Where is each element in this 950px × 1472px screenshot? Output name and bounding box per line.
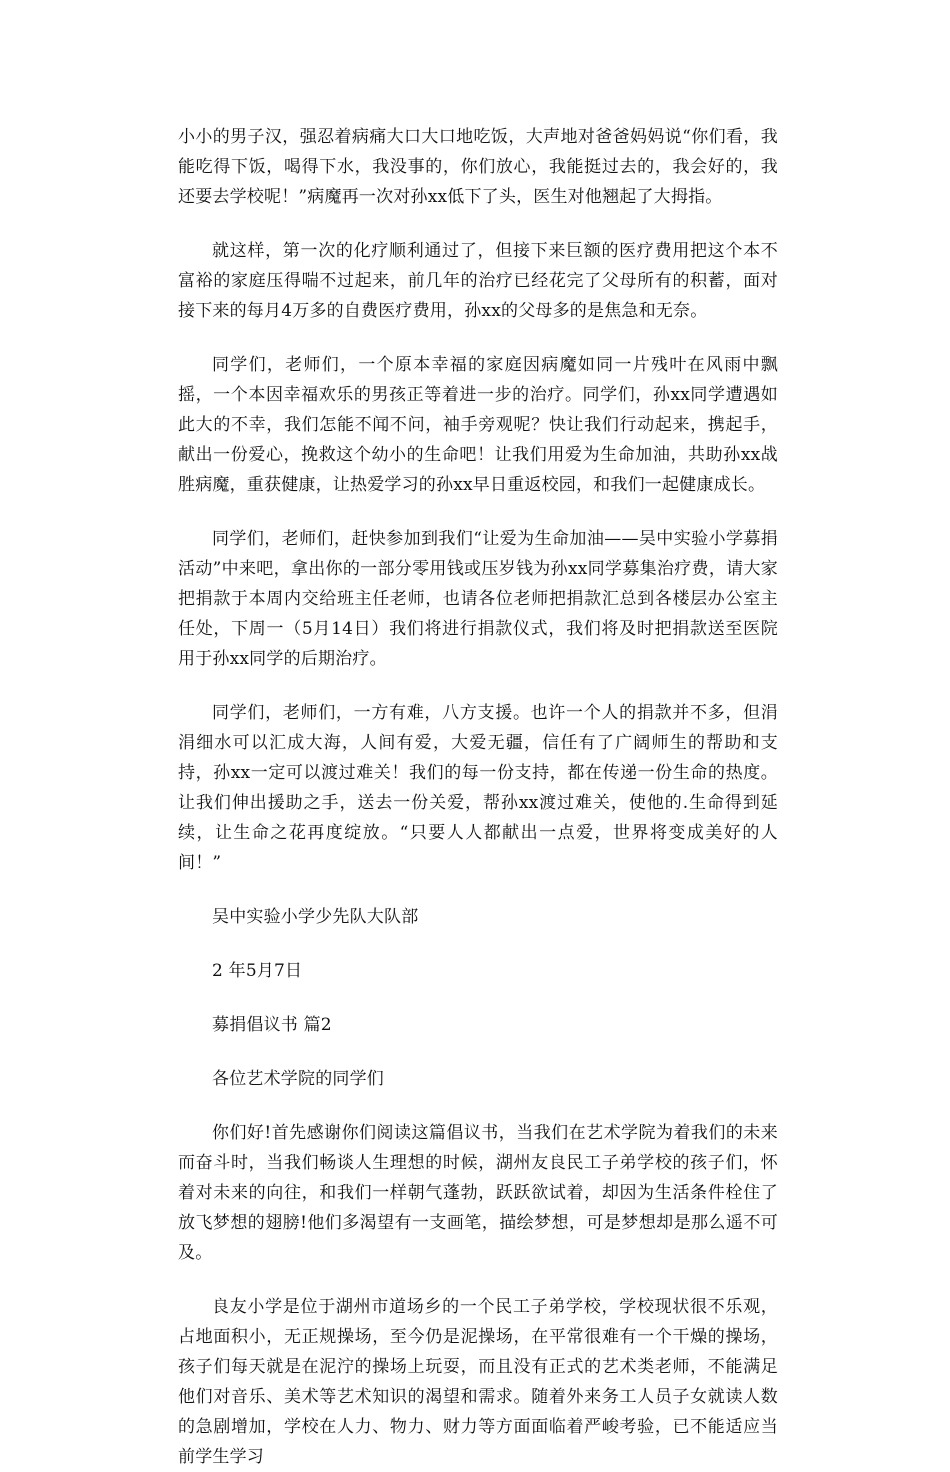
paragraph-7: 良友小学是位于湖州市道场乡的一个民工子弟学校，学校现状很不乐观，占地面积小，无正规操场，至今仍是泥操场，在平常很难有一个干燥的操场，孩子们每天就是在泥泞的操场上玩耍，而且没有正式的艺术类老师，不能满足他们对音乐、美术等艺术知识的渴望和需求。随着外来务工人员子女就读人数的急剧增加，学校在人力、物力、财力等方面面临着严峻考验，已不能适应当前学生学习 [178,1297,778,1467]
paragraph-gap [178,986,778,1010]
section-heading: 募捐倡议书 篇2 [212,1015,332,1035]
paragraph-gap [178,326,778,350]
paragraph-gap [178,500,778,524]
paragraph-5: 同学们，老师们，一方有难，八方支援。也许一个人的捐款并不多，但涓涓细水可以汇成大海，人间有爱，大爱无疆，信任有了广阔师生的帮助和支持，孙xx一定可以渡过难关！我们的每一份支持，都在传递一份生命的热度。让我们伸出援助之手，送去一份关爱，帮孙xx渡过难关，使他的.生命得到延续，让生命之花再度绽放。“只要人人都献出一点爱，世界将变成美好的人间！” [178,703,778,873]
paragraph-1: 小小的男子汉，强忍着病痛大口大口地吃饭，大声地对爸爸妈妈说“你们看，我能吃得下饭，喝得下水，我没事的，你们放心，我能挺过去的，我会好的，我还要去学校呢！”病魔再一次对孙xx低下了头，医生对他翘起了大拇指。 [178,127,778,207]
paragraph-gap [178,878,778,902]
signature-organization: 吴中实验小学少先队大队部 [212,907,419,927]
paragraph-3: 同学们，老师们，一个原本幸福的家庭因病魔如同一片残叶在风雨中飘摇，一个本因幸福欢乐的男孩正等着进一步的治疗。同学们，孙xx同学遭遇如此大的不幸，我们怎能不闻不问，袖手旁观呢？快让我们行动起来，携起手，献出一份爱心，挽救这个幼小的生命吧！让我们用爱为生命加油，共助孙xx战胜病魔，重获健康，让热爱学习的孙xx早日重返校园，和我们一起健康成长。 [178,355,778,495]
paragraph-gap [178,1094,778,1118]
paragraph-4: 同学们，老师们，赶快参加到我们“让爱为生命加油——吴中实验小学募捐活动”中来吧，拿出你的一部分零用钱或压岁钱为孙xx同学募集治疗费，请大家把捐款于本周内交给班主任老师，也请各位老师把捐款汇总到各楼层办公室主任处，下周一（5月14日）我们将进行捐款仪式，我们将及时把捐款送至医院用于孙xx同学的后期治疗。 [178,529,778,669]
paragraph-gap [178,1268,778,1292]
paragraph-6: 你们好!首先感谢你们阅读这篇倡议书，当我们在艺术学院为着我们的未来而奋斗时，当我们畅谈人生理想的时候，湖州友良民工子弟学校的孩子们，怀着对未来的向往，和我们一样朝气蓬勃，跃跃欲试着，却因为生活条件栓住了放飞梦想的翅膀!他们多渴望有一支画笔，描绘梦想，可是梦想却是那么遥不可及。 [178,1123,778,1263]
paragraph-gap [178,212,778,236]
signature-date: 2 年5月7日 [212,961,303,981]
document-body [178,122,778,1472]
paragraph-gap [178,932,778,956]
salutation: 各位艺术学院的同学们 [212,1069,384,1089]
paragraph-gap [178,1040,778,1064]
paragraph-2: 就这样，第一次的化疗顺利通过了，但接下来巨额的医疗费用把这个本不富裕的家庭压得喘不过起来，前几年的治疗已经花完了父母所有的积蓄，面对接下来的每月4万多的自费医疗费用，孙xx的父母多的是焦急和无奈。 [178,241,778,321]
paragraph-gap [178,674,778,698]
